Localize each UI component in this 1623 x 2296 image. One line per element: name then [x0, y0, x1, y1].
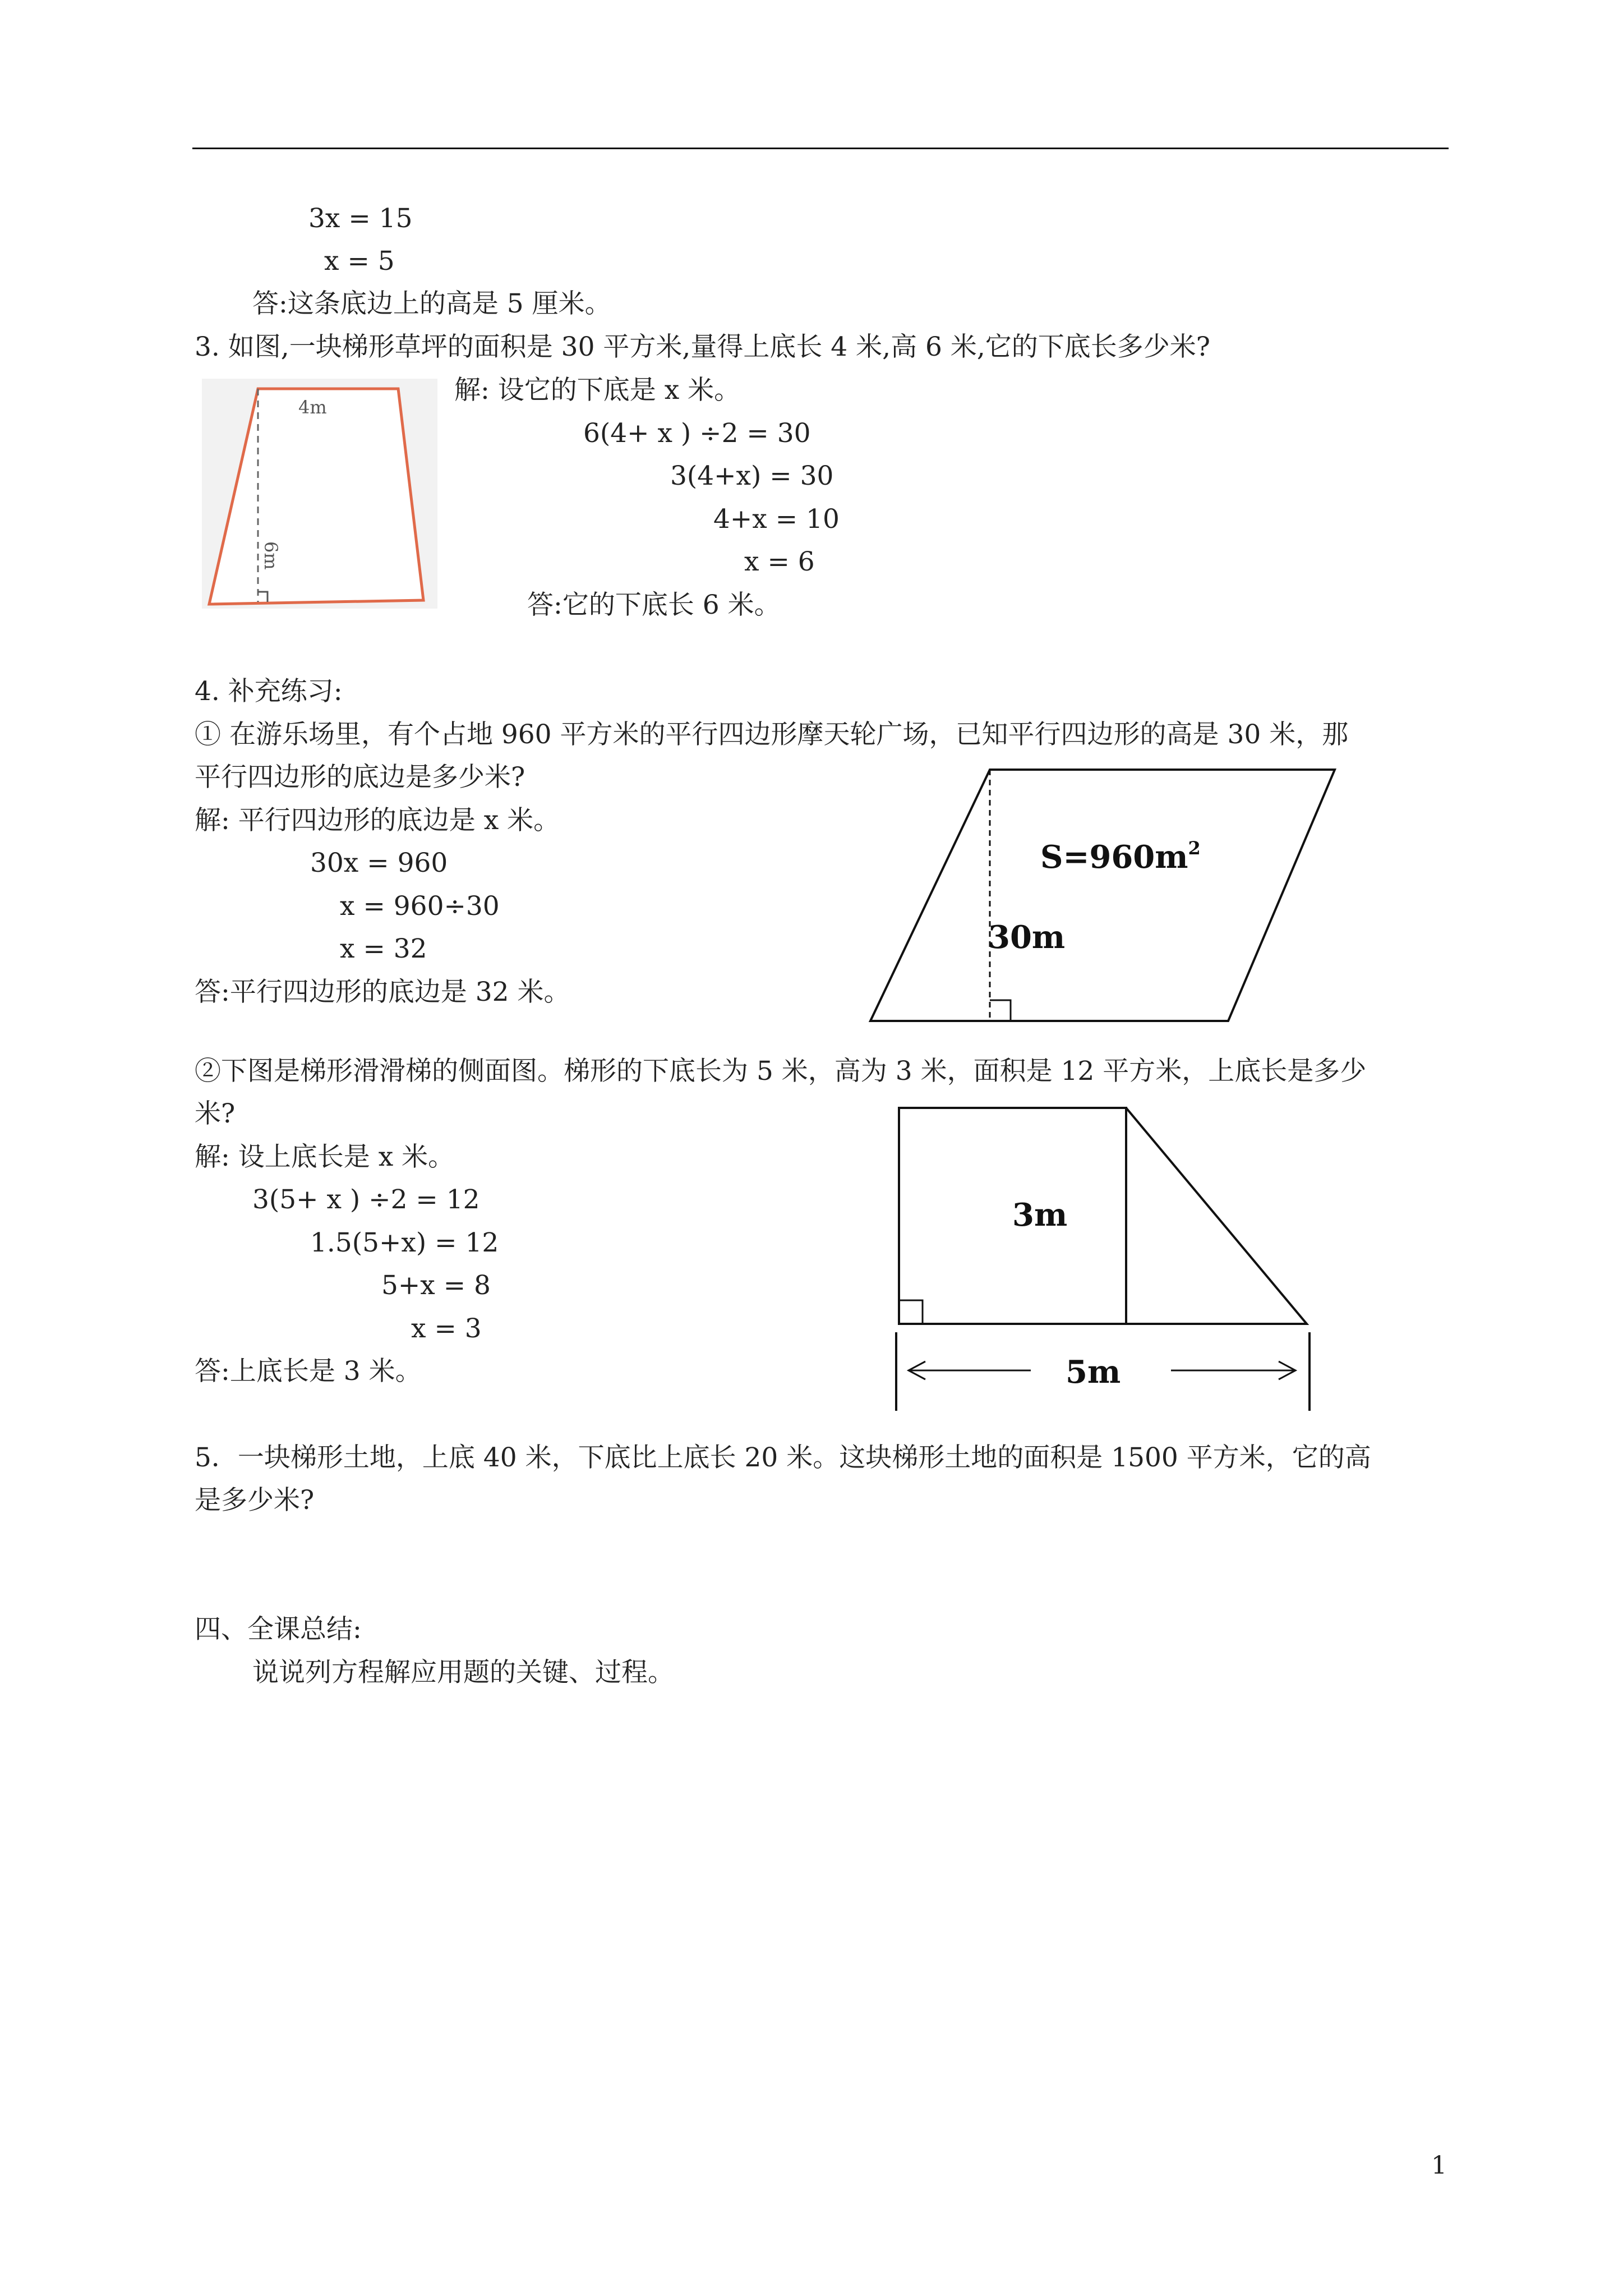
q4-p2-answer: 答:上底长是 3 米。: [195, 1356, 422, 1387]
q4-p1-question-line2: 平行四边形的底边是多少米?: [195, 762, 525, 793]
prev-step-1: 3x = 15: [308, 203, 413, 234]
q4-p2-solution-intro: 解: 设上底长是 x 米。: [195, 1142, 455, 1172]
summary-heading: 四、全课总结:: [195, 1614, 362, 1645]
q4-p1-step-1: 30x = 960: [310, 848, 448, 878]
q4-p1-solution-intro: 解: 平行四边形的底边是 x 米。: [195, 805, 560, 836]
q3-step-3: 4+x = 10: [713, 504, 840, 535]
right-angle-mark: [899, 1300, 923, 1324]
summary-text: 说说列方程解应用题的关键、过程。: [252, 1657, 674, 1688]
q3-solution-intro: 解: 设它的下底是 x 米。: [454, 375, 741, 406]
top-length-label: 4m: [298, 397, 327, 418]
page-number: 1: [1431, 2151, 1447, 2180]
parallelogram-shape: [870, 770, 1335, 1021]
q4-p1-question-line1: ① 在游乐场里，有个占地 960 平方米的平行四边形摩天轮广场，已知平行四边形的高是 30 米，那: [195, 719, 1349, 750]
q4-p1-step-3: x = 32: [340, 933, 427, 964]
q3-question: 3. 如图,一块梯形草坪的面积是 30 平方米,量得上底长 4 米,高 6 米,它的下底长多少米?: [195, 332, 1210, 362]
q3-step-1: 6(4+ x ) ÷2 = 30: [583, 418, 811, 449]
right-angle-mark: [990, 1000, 1011, 1021]
q4-p1-step-2: x = 960÷30: [340, 891, 500, 922]
base-label: 5m: [1066, 1354, 1121, 1391]
q3-answer: 答:它的下底长 6 米。: [527, 590, 781, 620]
parallelogram-figure: [864, 766, 1346, 1029]
q4-p2-step-3: 5+x = 8: [381, 1270, 491, 1301]
q5-line2: 是多少米?: [195, 1485, 315, 1516]
height-label: 3m: [1012, 1197, 1068, 1234]
q3-trapezoid-figure: [202, 379, 437, 609]
height-label: 30m: [988, 919, 1066, 956]
prev-answer: 答:这条底边上的高是 5 厘米。: [252, 288, 611, 319]
triangle-part: [1126, 1108, 1307, 1324]
q4-heading: 4. 补充练习:: [195, 676, 343, 707]
q4-p2-step-1: 3(5+ x ) ÷2 = 12: [252, 1184, 480, 1215]
header-rule: [192, 148, 1449, 149]
height-label: 6m: [260, 541, 282, 570]
slide-trapezoid-figure: [886, 1102, 1324, 1422]
prev-step-2: x = 5: [324, 246, 395, 277]
q3-step-4: x = 6: [744, 546, 815, 577]
q4-p2-step-4: x = 3: [411, 1313, 482, 1344]
q4-p2-step-2: 1.5(5+x) = 12: [310, 1227, 499, 1258]
q4-p1-answer: 答:平行四边形的底边是 32 米。: [195, 977, 570, 1007]
q4-p2-question-line2: 米?: [195, 1098, 236, 1129]
q4-p2-question-line1: ②下图是梯形滑滑梯的侧面图。梯形的下底长为 5 米，高为 3 米，面积是 12 平方米，上底长是多少: [195, 1056, 1367, 1087]
area-label: $S=960m^2$: [1040, 838, 1201, 876]
q3-step-2: 3(4+x) = 30: [670, 461, 834, 491]
q5-line1: 5．一块梯形土地，上底 40 米，下底比上底长 20 米。这块梯形土地的面积是 1500 平方米，它的高: [195, 1442, 1371, 1473]
